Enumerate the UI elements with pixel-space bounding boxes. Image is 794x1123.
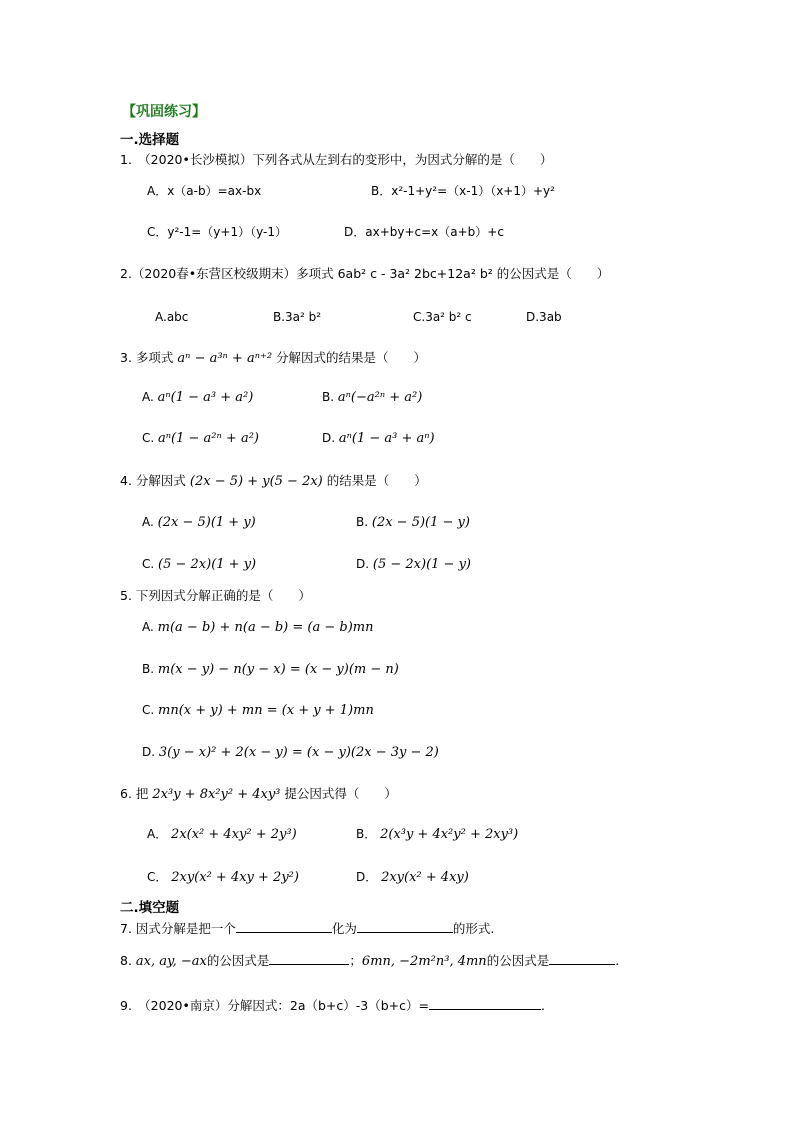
question-5-option-d-math: 3(y − x)² + 2(x − y) = (x − y)(2x − 3y − 2)	[158, 745, 439, 760]
question-3-option-d: D. aⁿ(1 − a³ + aⁿ)	[322, 431, 435, 446]
question-2-option-c: C.3a² b² c	[413, 310, 472, 324]
part1-heading: 一.选择题	[120, 132, 180, 148]
question-1-option-d: D．ax+by+c=x（a+b）+c	[344, 225, 504, 239]
question-5-option-b: B. m(x − y) − n(y − x) = (x − y)(m − n)	[142, 662, 399, 677]
question-8-expression-1: ax, ay, −ax	[135, 954, 207, 969]
question-6-option-c-math: 2xy(x² + 4xy + 2y²)	[171, 870, 299, 885]
question-2-option-b: B.3a² b²	[273, 310, 322, 324]
question-4-option-a: A. (2x − 5)(1 + y)	[142, 515, 256, 530]
question-6-option-c: C． 2xy(x² + 4xy + 2y²)	[147, 870, 299, 885]
question-6-option-d-math: 2xy(x² + 4xy)	[381, 870, 469, 885]
question-4-option-b-math: (2x − 5)(1 − y)	[371, 515, 470, 530]
question-8-expression-2: 6mn, −2m²n³, 4mn	[361, 954, 487, 969]
question-7-blank-1[interactable]	[236, 920, 332, 933]
question-1-option-b: B．x²-1+y²=（x-1）（x+1）+y²	[371, 184, 555, 198]
question-5-stem: 5. 下列因式分解正确的是（ ）	[120, 588, 311, 603]
question-4-option-c: C. (5 − 2x)(1 + y)	[142, 557, 257, 572]
question-9-blank[interactable]	[429, 997, 541, 1010]
question-4-option-d: D. (5 − 2x)(1 − y)	[356, 557, 471, 572]
question-2-stem: 2.（2020春•东营区校级期末）多项式 6ab² c - 3a² 2bc+12a² b² 的公因式是（ ）	[120, 266, 610, 281]
question-3-option-a-math: aⁿ(1 − a³ + a²)	[157, 390, 254, 405]
question-3-option-c-math: aⁿ(1 − a²ⁿ + a²)	[158, 431, 259, 446]
question-2-option-d: D.3ab	[526, 310, 562, 324]
question-6-stem	[120, 786, 397, 803]
question-3-suffix: 分解因式的结果是（ ）	[276, 350, 427, 365]
question-6-expression: 2x³y + 8x²y² + 4xy³	[152, 787, 281, 802]
question-1-stem: 1. （2020•长沙模拟）下列各式从左到右的变形中，为因式分解的是（ ）	[120, 152, 553, 167]
question-5-option-d: D. 3(y − x)² + 2(x − y) = (x − y)(2x − 3y − 2)	[142, 745, 439, 760]
question-7: 7. 因式分解是把一个 化为 的形式.	[120, 921, 495, 936]
question-3-option-b-math: aⁿ(−a²ⁿ + a²)	[337, 390, 423, 405]
question-2-option-a: A.abc	[155, 310, 189, 324]
question-5-option-a-math: m(a − b) + n(a − b) = (a − b)mn	[157, 620, 374, 635]
question-4-stem	[120, 473, 427, 490]
question-6-option-d: D． 2xy(x² + 4xy)	[356, 870, 469, 885]
question-6-option-a: A． 2x(x² + 4xy² + 2y³)	[147, 827, 297, 842]
question-5-option-c: C. mn(x + y) + mn = (x + y + 1)mn	[142, 703, 374, 718]
question-6-suffix: 提公因式得（ ）	[284, 786, 397, 801]
question-3-option-a: A. aⁿ(1 − a³ + a²)	[142, 390, 254, 405]
question-5-option-b-math: m(x − y) − n(y − x) = (x − y)(m − n)	[157, 662, 399, 677]
question-4-suffix: 的结果是（ ）	[326, 473, 427, 488]
question-4-prefix: 4. 分解因式	[120, 473, 186, 488]
question-3-stem	[120, 350, 426, 367]
question-6-option-b: B． 2(x³y + 4x²y² + 2xy³)	[356, 827, 519, 842]
question-4-expression: (2x − 5) + y(5 − 2x)	[189, 474, 323, 489]
question-3-prefix: 3. 多项式	[120, 350, 174, 365]
question-6-option-a-math: 2x(x² + 4xy² + 2y³)	[171, 827, 297, 842]
question-8-blank-2[interactable]	[549, 952, 615, 965]
question-6-option-b-math: 2(x³y + 4x²y² + 2xy³)	[380, 827, 519, 842]
question-4-option-a-math: (2x − 5)(1 + y)	[157, 515, 256, 530]
question-1-option-a: A．x（a-b）=ax-bx	[147, 184, 262, 198]
question-3-expression: aⁿ − a³ⁿ + aⁿ⁺²	[177, 351, 273, 366]
question-4-option-b: B. (2x − 5)(1 − y)	[356, 515, 470, 530]
question-4-option-c-math: (5 − 2x)(1 + y)	[158, 557, 257, 572]
question-8-blank-1[interactable]	[269, 952, 349, 965]
question-9: 9. （2020•南京）分解因式：2a（b+c）-3（b+c）= .	[120, 998, 545, 1013]
question-3-option-c: C. aⁿ(1 − a²ⁿ + a²)	[142, 431, 259, 446]
question-5-option-a: A. m(a − b) + n(a − b) = (a − b)mn	[142, 620, 374, 635]
question-3-option-d-math: aⁿ(1 − a³ + aⁿ)	[338, 431, 435, 446]
question-6-prefix: 6. 把	[120, 786, 149, 801]
section-title: 【巩固练习】	[122, 104, 206, 120]
question-7-blank-2[interactable]	[357, 920, 453, 933]
part2-heading: 二.填空题	[120, 900, 180, 916]
question-1-option-c: C．y²-1=（y+1）（y-1）	[147, 225, 287, 239]
question-5-option-c-math: mn(x + y) + mn = (x + y + 1)mn	[158, 703, 374, 718]
question-3-option-b: B. aⁿ(−a²ⁿ + a²)	[322, 390, 423, 405]
question-8: 8. ax, ay, −ax的公因式是 ；6mn, −2m²n³, 4mn的公因式是 .	[120, 953, 620, 969]
question-4-option-d-math: (5 − 2x)(1 − y)	[372, 557, 471, 572]
